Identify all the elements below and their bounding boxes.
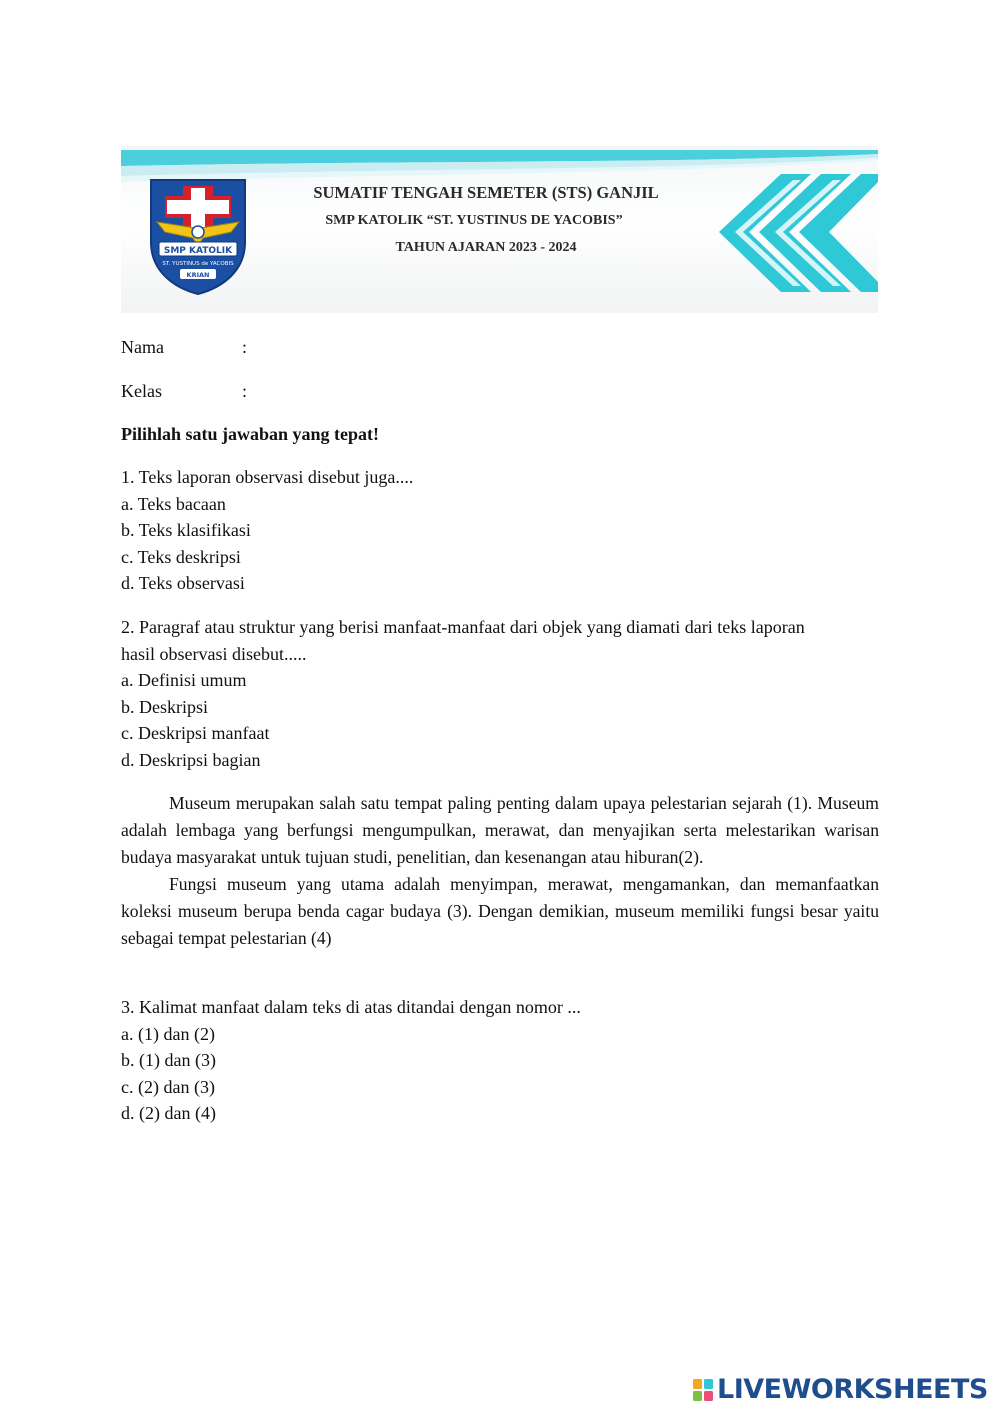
passage-paragraph-1: Museum merupakan salah satu tempat paling penting dalam upaya pelestarian sejarah (1). Museum adalah lembaga yang berfungsi mengumpulkan, merawat, dan menyajikan serta melestarikan warisan budaya masyarakat untuk tujuan studi, penelitian, dan kesenangan atau hiburan(2). <box>121 793 879 867</box>
question-text: 3. Kalimat manfaat dalam teks di atas ditandai dengan nomor ... <box>121 997 581 1017</box>
question-3 <box>121 994 881 1127</box>
question-1 <box>121 464 881 597</box>
passage-paragraph-2: Fungsi museum yang utama adalah menyimpan, merawat, mengamankan, dan memanfaatkan koleksi museum berupa benda cagar budaya (3). Dengan demikian, museum memiliki fungsi besar yaitu sebagai tempat pelestarian (4) <box>121 874 879 948</box>
school-logo <box>147 176 249 296</box>
name-label: Nama <box>121 337 164 357</box>
class-label: Kelas <box>121 381 162 401</box>
answer-option[interactable]: b. Teks klasifikasi <box>121 520 251 540</box>
name-field <box>121 336 247 358</box>
class-colon: : <box>242 381 248 401</box>
class-field <box>121 380 247 402</box>
answer-option[interactable]: d. Deskripsi bagian <box>121 749 261 770</box>
question-text: 1. Teks laporan observasi disebut juga.... <box>121 467 414 487</box>
academic-year: TAHUN AJARAN 2023 - 2024 <box>395 240 577 255</box>
answer-option[interactable]: b. Deskripsi <box>121 696 208 717</box>
answer-option[interactable]: a. (1) dan (2) <box>121 1023 215 1044</box>
name-colon: : <box>242 337 248 357</box>
answer-option[interactable]: a. Teks bacaan <box>121 493 226 514</box>
school-name: SMP KATOLIK “ST. YUSTINUS DE YACOBIS” <box>325 213 623 228</box>
liveworksheets-text: LIVEWORKSHEETS <box>717 1374 988 1405</box>
header-banner <box>121 146 878 313</box>
answer-option[interactable]: b. (1) dan (3) <box>121 1050 216 1070</box>
reading-passage <box>121 790 879 952</box>
answer-option[interactable]: d. Teks observasi <box>121 573 245 593</box>
question-2 <box>121 614 833 773</box>
liveworksheets-logo-icon <box>693 1379 713 1401</box>
exam-title: SUMATIF TENGAH SEMETER (STS) GANJIL <box>313 183 659 202</box>
instruction: Pilihlah satu jawaban yang tepat! <box>121 424 380 444</box>
logo-place-text: KRIAN <box>186 271 210 279</box>
liveworksheets-brand <box>693 1374 993 1406</box>
logo-banner-text: SMP KATOLIK <box>163 246 233 256</box>
answer-option[interactable]: c. Teks deskripsi <box>121 546 241 567</box>
question-text: 2. Paragraf atau struktur yang berisi manfaat-manfaat dari objek yang diamati dari teks laporan hasil observasi disebut..... <box>121 617 805 664</box>
answer-option[interactable]: a. Definisi umum <box>121 670 247 690</box>
answer-option[interactable]: c. (2) dan (3) <box>121 1076 215 1097</box>
answer-option[interactable]: c. Deskripsi manfaat <box>121 723 270 743</box>
logo-motto-text: ST. YUSTINUS de YACOBIS <box>162 261 234 267</box>
answer-option[interactable]: d. (2) dan (4) <box>121 1103 216 1123</box>
header-titles <box>261 146 711 313</box>
